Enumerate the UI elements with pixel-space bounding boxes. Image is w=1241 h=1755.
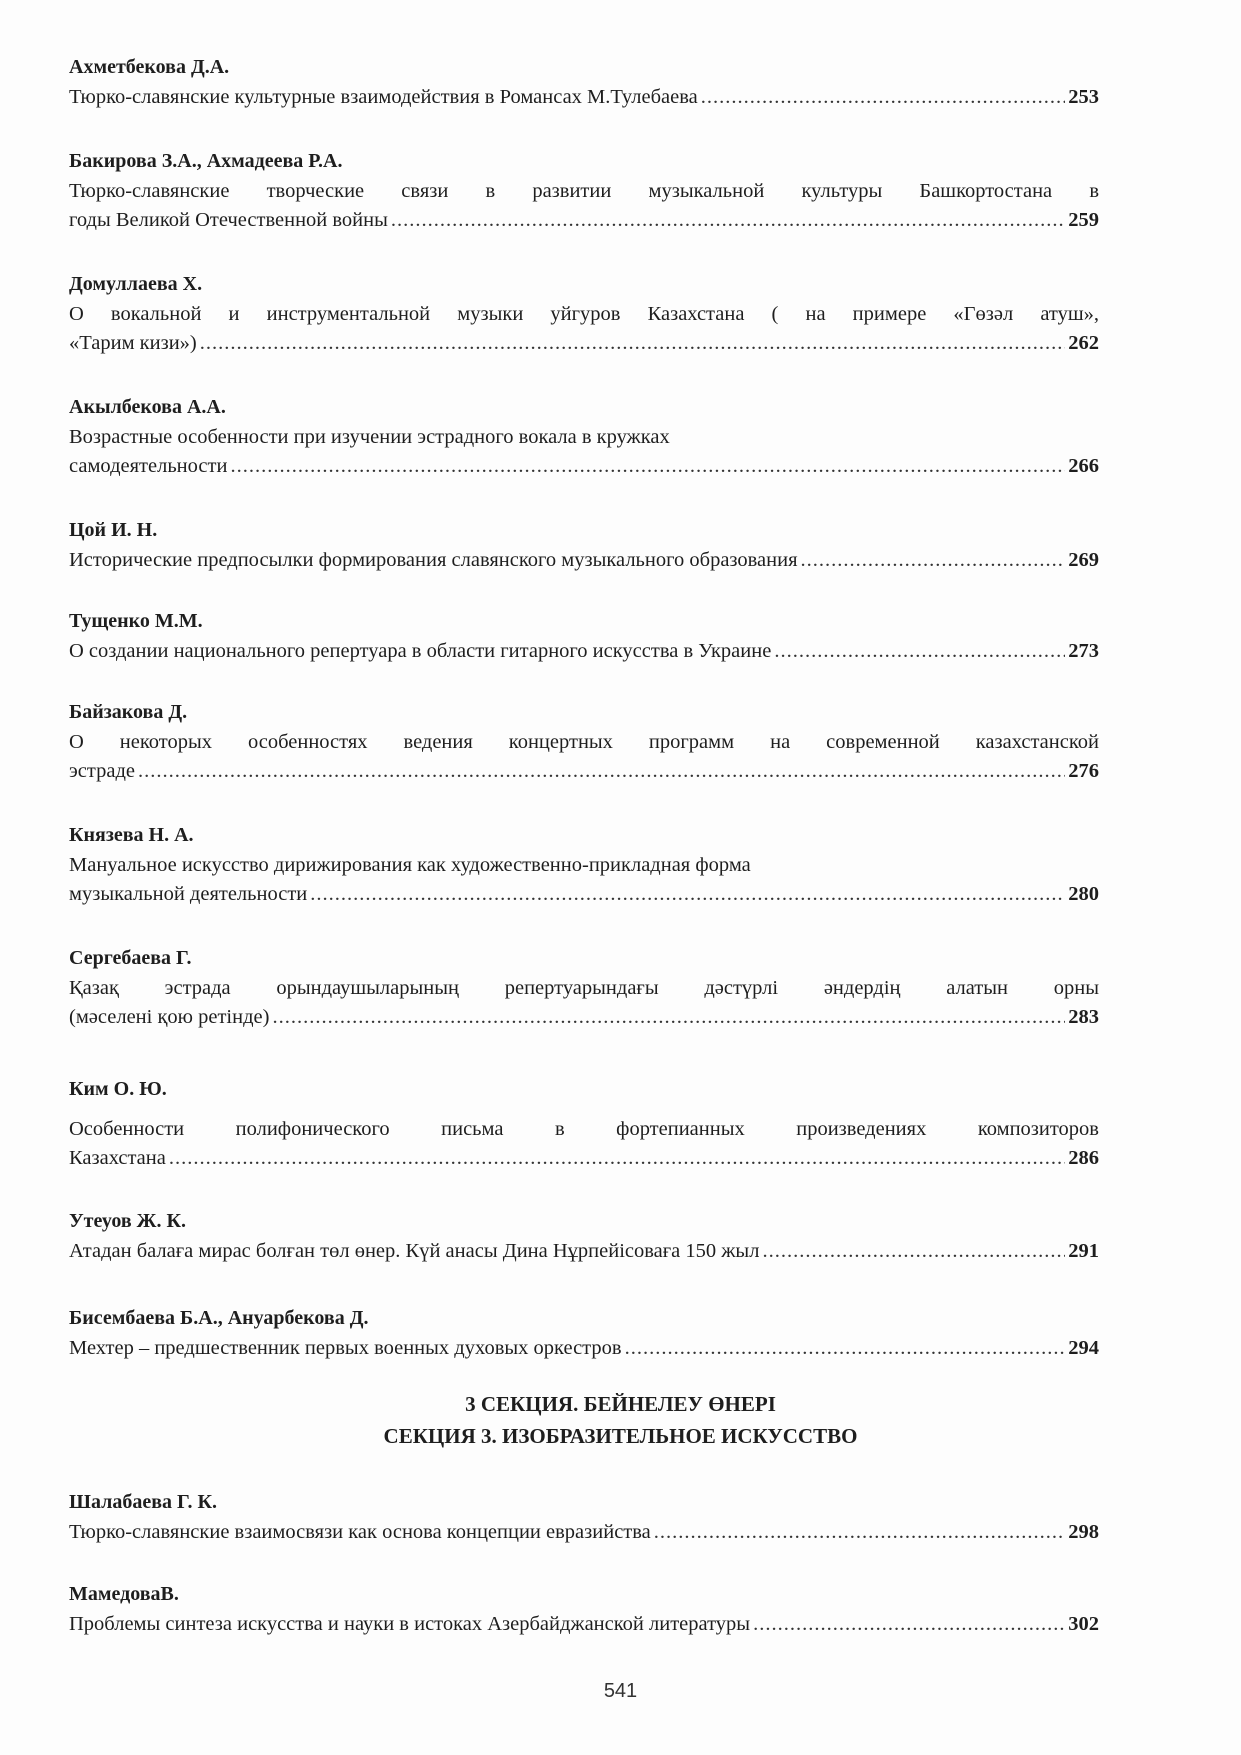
dot-leader	[272, 1003, 1065, 1032]
toc-entry	[69, 700, 1099, 786]
entry-title-last-line	[69, 452, 1099, 481]
entry-title-text: музыкальной деятельности	[69, 883, 308, 905]
entry-title-last-line	[69, 1334, 1099, 1363]
entry-author: Ким О. Ю.	[69, 1078, 167, 1100]
entry-title-last-line	[69, 1003, 1099, 1032]
entry-author: Князева Н. А.	[69, 824, 194, 846]
entry-author: Утеуов Ж. К.	[69, 1210, 186, 1232]
entry-title-text: Казахстана	[69, 1147, 166, 1169]
dot-leader	[169, 1144, 1065, 1173]
entry-author: Шалабаева Г. К.	[69, 1491, 218, 1513]
entry-title-last-line	[69, 546, 1099, 575]
entry-title-line: Мануальное искусство дирижирования как художественно-прикладная форма	[69, 854, 751, 876]
entry-title-text: самодеятельности	[69, 455, 228, 477]
entry-page-number: 273	[1068, 640, 1099, 662]
entry-author: Тущенко М.М.	[69, 610, 203, 632]
dot-leader	[701, 83, 1066, 112]
entry-title-text: Тюрко-славянские взаимосвязи как основа концепции евразийства	[69, 1521, 651, 1543]
toc-entry	[69, 272, 1099, 358]
entry-title-line: Қазақ эстрада орындаушыларының репертуарындағы дәстүрлі әндердің алатын орны	[69, 977, 1099, 999]
dot-leader	[625, 1334, 1066, 1363]
entry-page-number: 283	[1068, 1006, 1099, 1028]
entry-title-line: Тюрко-славянские творческие связи в развитии музыкальной культуры Башкортостана в	[69, 180, 1099, 202]
entry-title-last-line	[69, 1237, 1099, 1266]
entry-author: Бисембаева Б.А., Ануарбекова Д.	[69, 1307, 369, 1329]
entry-title-line: Возрастные особенности при изучении эстрадного вокала в кружках	[69, 426, 670, 448]
toc-entry	[69, 1209, 1099, 1266]
section-title-kz: 3 СЕКЦИЯ. БЕЙНЕЛЕУ ӨНЕРІ	[465, 1392, 776, 1416]
entry-title-last-line	[69, 1144, 1099, 1173]
entry-title-text: Проблемы синтеза искусства и науки в истоках Азербайджанской литературы	[69, 1613, 751, 1635]
entry-title-text: эстраде	[69, 760, 135, 782]
entry-title-line: О некоторых особенностях ведения концертных программ на современной казахстанской	[69, 731, 1099, 753]
entry-page-number: 280	[1068, 883, 1099, 905]
entry-page-number: 259	[1068, 209, 1099, 231]
entry-page-number: 286	[1068, 1147, 1099, 1169]
entry-title-text: Исторические предпосылки формирования славянского музыкального образования	[69, 549, 798, 571]
toc-entry	[69, 518, 1099, 575]
entry-page-number: 302	[1068, 1613, 1099, 1635]
entry-title-text: Тюрко-славянские культурные взаимодействия в Романсах М.Тулебаева	[69, 86, 698, 108]
entry-title-last-line	[69, 880, 1099, 909]
dot-leader	[774, 637, 1065, 666]
entry-author: МамедоваВ.	[69, 1583, 179, 1605]
entry-title-text: Мехтер – предшественник первых военных духовых оркестров	[69, 1337, 622, 1359]
entry-author: Байзакова Д.	[69, 701, 188, 723]
toc-entry	[69, 1582, 1099, 1639]
dot-leader	[230, 452, 1065, 481]
toc-entry	[69, 609, 1099, 666]
entry-title-text: (мәселені қою ретінде)	[69, 1006, 270, 1028]
entry-title-last-line	[69, 757, 1099, 786]
entry-title-text: «Тарим кизи»)	[69, 332, 197, 354]
dot-leader	[654, 1518, 1065, 1547]
entry-title-last-line	[69, 83, 1099, 112]
entry-page-number: 276	[1068, 760, 1099, 782]
entry-author: Сергебаева Г.	[69, 947, 192, 969]
entry-title-last-line	[69, 206, 1099, 235]
entry-title-last-line	[69, 637, 1099, 666]
entry-title-line: Особенности полифонического письма в фортепианных произведениях композиторов	[69, 1118, 1099, 1140]
entry-page-number: 262	[1068, 332, 1099, 354]
entry-title-last-line	[69, 1518, 1099, 1547]
entry-title-line: О вокальной и инструментальной музыки уйгуров Казахстана ( на примере «Гөзәл атуш»,	[69, 303, 1099, 325]
entry-page-number: 294	[1068, 1337, 1099, 1359]
entry-title-last-line	[69, 329, 1099, 358]
toc-entry	[69, 1077, 1099, 1173]
toc-entry	[69, 1490, 1099, 1547]
entry-page-number: 253	[1068, 86, 1099, 108]
toc-entry	[69, 149, 1099, 235]
toc-entry	[69, 823, 1099, 909]
dot-leader	[762, 1237, 1065, 1266]
entry-author: Бакирова З.А., Ахмадеева Р.А.	[69, 150, 343, 172]
entry-title-text: О создании национального репертуара в области гитарного искусства в Украине	[69, 640, 772, 662]
entry-author: Ахметбекова Д.А.	[69, 56, 230, 78]
dot-leader	[753, 1610, 1065, 1639]
dot-leader	[200, 329, 1065, 358]
entry-title-text: Атадан балаға мирас болған төл өнер. Күй анасы Дина Нұрпейісоваға 150 жыл	[69, 1240, 760, 1262]
page-number: 541	[603, 1680, 638, 1702]
entry-title-last-line	[69, 1610, 1099, 1639]
entry-page-number: 269	[1068, 549, 1099, 571]
toc-entry	[69, 395, 1099, 481]
toc-entry	[69, 55, 1099, 112]
entry-page-number: 291	[1068, 1240, 1099, 1262]
dot-leader	[138, 757, 1065, 786]
section-heading	[0, 1388, 1241, 1452]
dot-leader	[801, 546, 1066, 575]
toc-entry	[69, 1306, 1099, 1363]
toc-entry	[69, 946, 1099, 1032]
entry-author: Акылбекова А.А.	[69, 396, 226, 418]
section-title-ru: СЕКЦИЯ 3. ИЗОБРАЗИТЕЛЬНОЕ ИСКУССТВО	[383, 1424, 858, 1448]
entry-page-number: 298	[1068, 1521, 1099, 1543]
entry-page-number: 266	[1068, 455, 1099, 477]
dot-leader	[391, 206, 1065, 235]
entry-title-text: годы Великой Отечественной войны	[69, 209, 388, 231]
entry-author: Домуллаева Х.	[69, 273, 203, 295]
dot-leader	[310, 880, 1065, 909]
entry-author: Цой И. Н.	[69, 519, 158, 541]
